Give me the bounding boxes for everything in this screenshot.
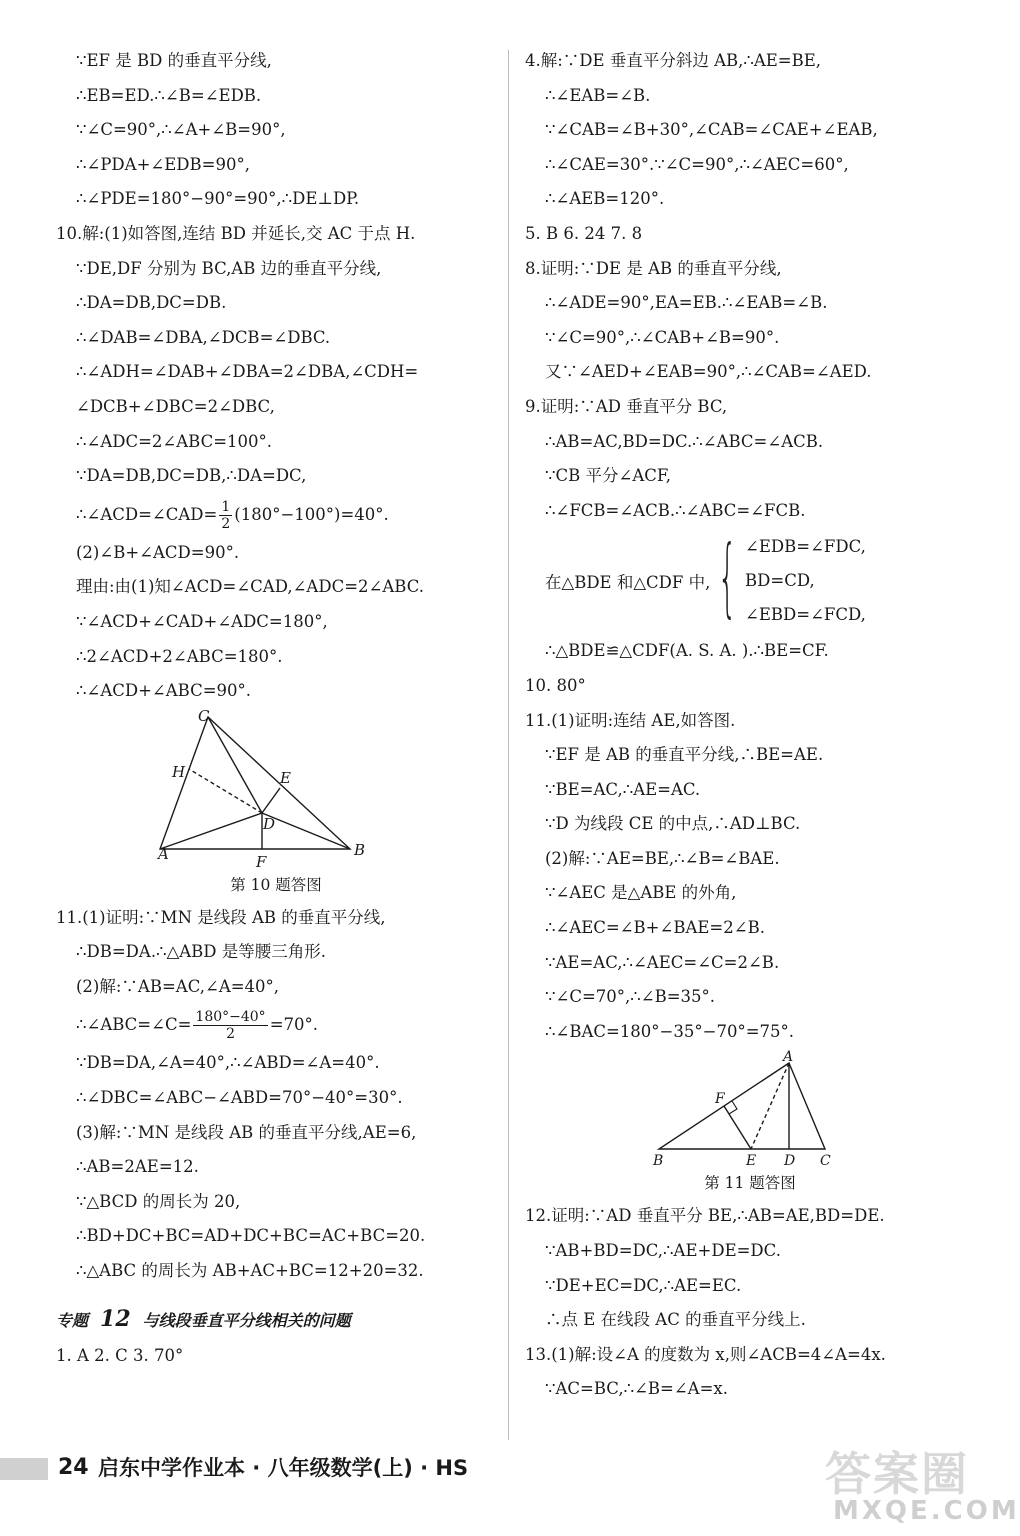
problem-11-heading: 11.(1)证明:∵MN 是线段 AB 的垂直平分线, (56, 907, 386, 927)
text-line: ∠DCB+∠DBC=2∠DBC, (76, 396, 275, 416)
text-line: ∵DB=DA,∠A=40°,∴∠ABD=∠A=40°. (76, 1053, 380, 1073)
problem-11-heading: 11.(1)证明:连结 AE,如答图. (525, 710, 736, 730)
column-divider (508, 50, 509, 1440)
topic-prefix: 专题 (56, 1310, 89, 1330)
short-answers: 5. B 6. 24 7. 8 (525, 223, 643, 243)
text-line: ∴∠AEC=∠B+∠BAE=2∠B. (545, 918, 765, 938)
text-line: ∴DB=DA.∴△ABD 是等腰三角形. (76, 942, 327, 962)
figure-10-caption: 第 10 题答图 (230, 875, 322, 894)
text-line: ∵DA=DB,DC=DB,∴DA=DC, (76, 466, 307, 486)
text-line: ∴∠FCB=∠ACB.∴∠ABC=∠FCB. (545, 500, 806, 520)
text-line: ∴∠DAB=∠DBA,∠DCB=∠DBC. (76, 327, 331, 347)
segment-dh-dashed (189, 769, 262, 813)
label-d: D (263, 814, 276, 833)
fraction-line (56, 1004, 496, 1046)
book-title: 启东中学作业本 · 八年级数学(上) · HS (98, 1456, 469, 1480)
left-brace-glyph: { (718, 527, 738, 628)
segment-db (262, 813, 350, 849)
watermark-logo (805, 1438, 1020, 1530)
right-column (525, 44, 975, 1407)
problem-4-heading: 4.解:∵DE 垂直平分斜边 AB,∴AE=BE, (525, 51, 822, 70)
triangle-abc (659, 1063, 825, 1149)
label-h: H (172, 762, 186, 781)
denominator: 2 (226, 1026, 235, 1043)
text-line: ∴2∠ACD+2∠ABC=180°. (76, 646, 283, 666)
text-line: ∴∠ADH=∠DAB+∠DBA=2∠DBA,∠CDH= (76, 362, 419, 382)
segment-de (262, 788, 280, 813)
label-b: B (354, 840, 366, 859)
figure-11-diagram (653, 1049, 853, 1170)
text-line: ∴∠ACD+∠ABC=90°. (76, 681, 252, 701)
label-f: F (715, 1091, 725, 1108)
text-line: ∵EF 是 AB 的垂直平分线,∴BE=AE. (545, 745, 824, 765)
text-line: ∵∠CAB=∠B+30°,∠CAB=∠CAE+∠EAB, (545, 120, 878, 140)
text-span: =70°. (269, 1015, 319, 1035)
left-column (56, 44, 496, 1373)
short-answers: 10. 80° (525, 675, 586, 695)
text-line: ∵D 为线段 CE 的中点,∴AD⊥BC. (545, 814, 801, 834)
text-span: (180°−100°)=40°. (234, 504, 389, 524)
text-line: ∵EF 是 BD 的垂直平分线, (76, 51, 272, 70)
label-b: B (653, 1153, 664, 1170)
text-line: ∵AB+BD=DC,∴AE+DE=DC. (545, 1241, 781, 1261)
problem-12-heading: 12.证明:∵AD 垂直平分 BE,∴AB=AE,BD=DE. (525, 1206, 885, 1226)
text-line: 又∵∠AED+∠EAB=90°,∴∠CAB=∠AED. (545, 362, 872, 382)
footer-bar (0, 1458, 48, 1480)
text-line: ∵∠C=90°,∴∠CAB+∠B=90°. (545, 327, 780, 347)
label-c: C (820, 1153, 831, 1170)
numerator: 1 (221, 498, 231, 515)
topic-title: 与线段垂直平分线相关的问题 (142, 1310, 351, 1330)
topic-heading (56, 1289, 496, 1339)
right-angle-mark (729, 1101, 737, 1114)
problem-8-heading: 8.证明:∵DE 是 AB 的垂直平分线, (525, 258, 782, 278)
text-line: ∴∠EAB=∠B. (545, 85, 651, 105)
text-line: ∴AB=2AE=12. (76, 1157, 199, 1177)
denominator: 2 (221, 515, 231, 532)
text-line: (2)解:∵AB=AC,∠A=40°, (76, 976, 280, 996)
brace-label: 在△BDE 和△CDF 中, (545, 573, 711, 593)
label-a: A (783, 1049, 794, 1066)
label-c: C (198, 706, 210, 725)
problem-13-heading: 13.(1)解:设∠A 的度数为 x,则∠ACB=4∠A=4x. (525, 1344, 886, 1364)
problem-9-heading: 9.证明:∵AD 垂直平分 BC, (525, 396, 728, 416)
text-line: ∴△ABC 的周长为 AB+AC+BC=12+20=32. (76, 1261, 424, 1281)
text-line: ∵AE=AC,∴∠AEC=∠C=2∠B. (545, 952, 780, 972)
text-line: ∵CB 平分∠ACF, (545, 466, 671, 486)
segment-fe (724, 1106, 751, 1149)
text-line: ∵BE=AC,∴AE=AC. (545, 779, 701, 799)
label-e: E (746, 1153, 757, 1170)
text-line: ∴EB=ED.∴∠B=∠EDB. (76, 85, 262, 105)
segment-cd (208, 717, 262, 813)
numerator: 180°−40° (195, 1009, 266, 1026)
text-line: (2)解:∵AE=BE,∴∠B=∠BAE. (545, 848, 780, 868)
brace-rows (745, 530, 866, 632)
text-line: (2)∠B+∠ACD=90°. (76, 542, 240, 562)
text-line: ∴∠ADE=90°,EA=EB.∴∠EAB=∠B. (545, 293, 828, 313)
label-a: A (158, 844, 169, 863)
text-span: ∴∠ABC=∠C= (76, 1015, 192, 1035)
text-line: ∵DE+EC=DC,∴AE=EC. (545, 1275, 742, 1295)
fraction-line (56, 494, 496, 536)
text-line: ∵AC=BC,∴∠B=∠A=x. (545, 1379, 728, 1399)
text-line: ∴∠BAC=180°−35°−70°=75°. (545, 1021, 795, 1041)
text-line: ∵∠C=90°,∴∠A+∠B=90°, (76, 120, 286, 140)
brace-row: BD=CD, (745, 571, 815, 591)
page-number: 24 (58, 1455, 89, 1480)
text-line: ∵DE,DF 分别为 BC,AB 边的垂直平分线, (76, 258, 382, 278)
brace-system (525, 528, 975, 634)
text-line: ∴BD+DC+BC=AD+DC+BC=AC+BC=20. (76, 1226, 426, 1246)
text-line: ∴DA=DB,DC=DB. (76, 293, 227, 313)
text-line: ∴点 E 在线段 AC 的垂直平分线上. (545, 1310, 806, 1330)
topic-number: 12 (100, 1305, 131, 1332)
text-line: ∵△BCD 的周长为 20, (76, 1191, 241, 1211)
figure-10-diagram (158, 706, 400, 871)
text-line: ∵∠C=70°,∴∠B=35°. (545, 987, 716, 1007)
problem-10-heading: 10.解:(1)如答图,连结 BD 并延长,交 AC 于点 H. (56, 223, 416, 243)
text-line: (3)解:∵MN 是线段 AB 的垂直平分线,AE=6, (76, 1122, 417, 1142)
figure-11-caption: 第 11 题答图 (704, 1174, 796, 1193)
watermark-text: 答案圈 (825, 1447, 969, 1501)
text-line: ∴∠DBC=∠ABC−∠ABD=70°−40°=30°. (76, 1088, 403, 1108)
text-line: ∴AB=AC,BD=DC.∴∠ABC=∠ACB. (545, 431, 824, 451)
segment-ad (160, 813, 262, 849)
watermark-url: MXQE.COM (833, 1496, 1020, 1526)
fraction (219, 499, 232, 532)
label-d: D (784, 1153, 796, 1170)
text-line: ∴∠AEB=120°. (545, 189, 665, 209)
fraction (193, 1009, 267, 1042)
label-f: F (256, 852, 267, 871)
text-line: ∵∠ACD+∠CAD+∠ADC=180°, (76, 611, 328, 631)
text-line: ∴∠PDE=180°−90°=90°,∴DE⊥DP. (76, 189, 360, 209)
text-line: 理由:由(1)知∠ACD=∠CAD,∠ADC=2∠ABC. (76, 577, 424, 597)
text-line: ∴∠CAE=30°.∵∠C=90°,∴∠AEC=60°, (545, 154, 849, 174)
brace-row: ∠EDB=∠FDC, (745, 537, 866, 557)
text-line: ∴∠PDA+∠EDB=90°, (76, 154, 250, 174)
text-line: ∴∠ADC=2∠ABC=100°. (76, 431, 273, 451)
brace-row: ∠EBD=∠FCD, (745, 605, 866, 625)
short-answers: 1. A 2. C 3. 70° (56, 1345, 184, 1365)
triangle-abc (160, 717, 350, 849)
text-span: ∴∠ACD=∠CAD= (76, 504, 218, 524)
label-e: E (280, 768, 291, 787)
text-line: ∴△BDE≌△CDF(A. S. A. ).∴BE=CF. (545, 641, 829, 661)
text-line: ∵∠AEC 是△ABE 的外角, (545, 883, 737, 903)
